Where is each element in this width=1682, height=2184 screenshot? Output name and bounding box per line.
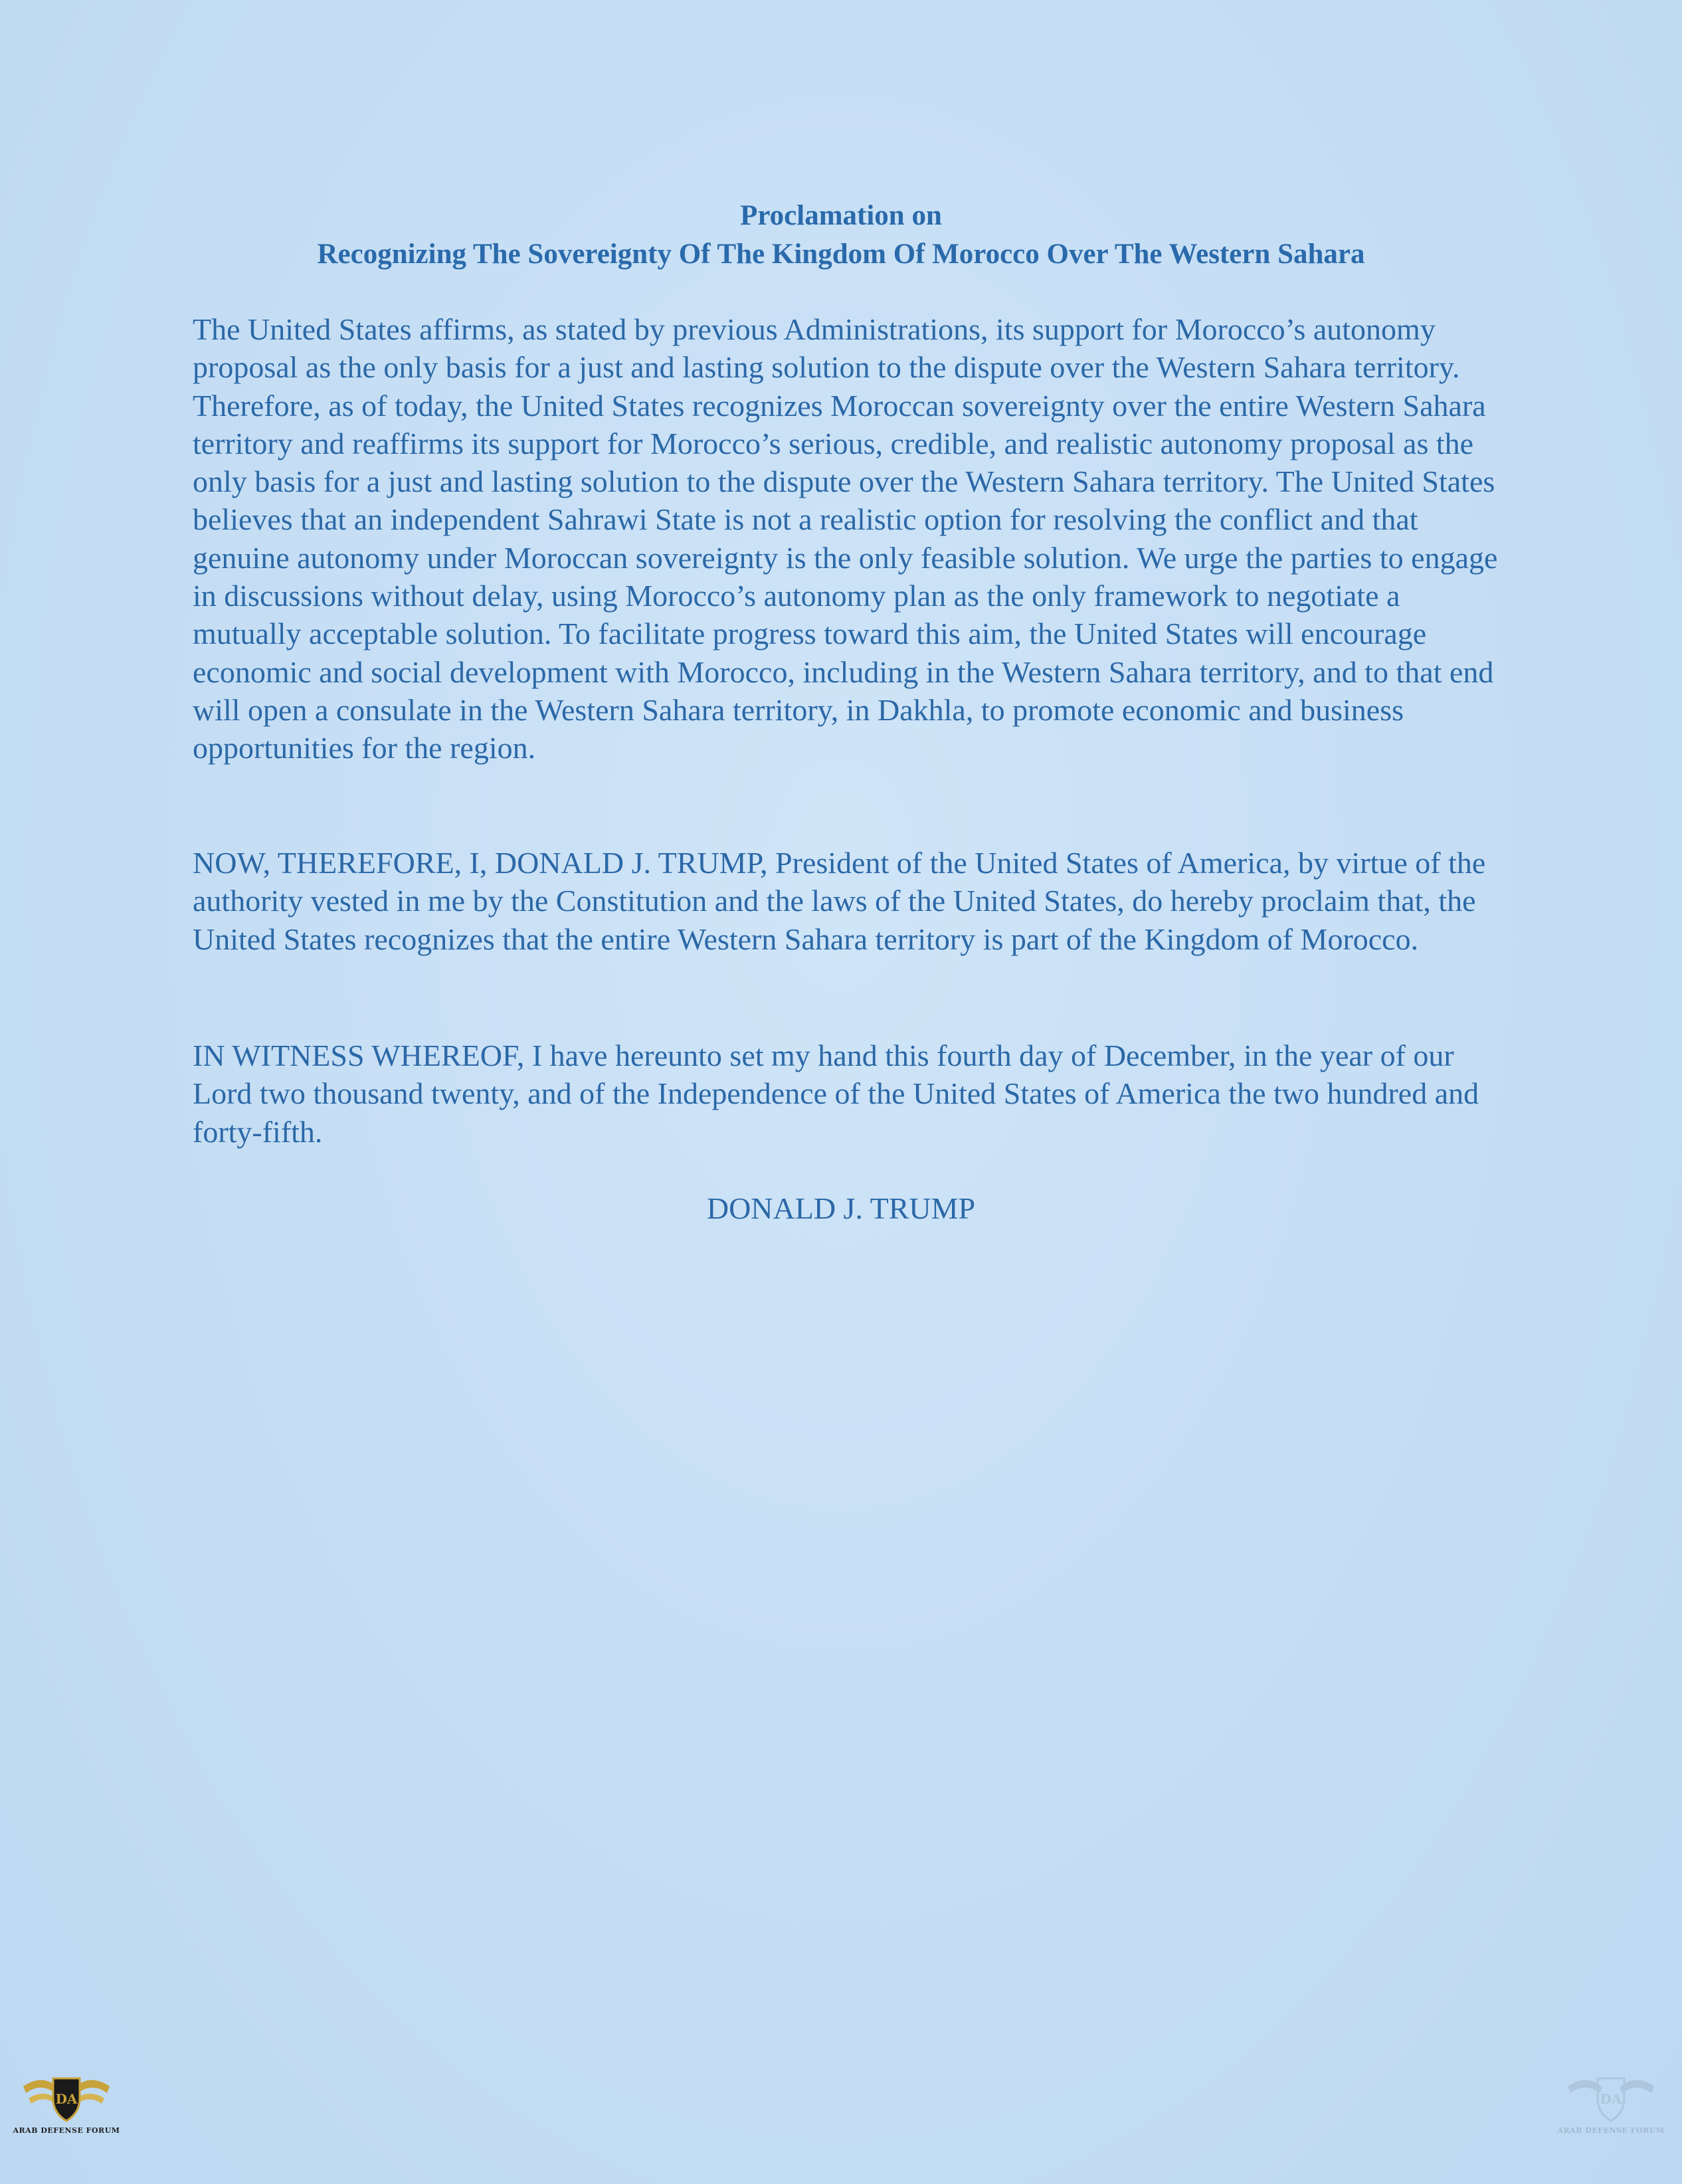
shield-emblem-icon	[1561, 2066, 1661, 2126]
watermark-initials: DA	[55, 2091, 78, 2107]
watermark-logo-right	[1551, 2066, 1671, 2179]
watermark-name: ARAB DEFENSE FORUM	[1557, 2126, 1665, 2135]
title-line-1: Proclamation on	[740, 200, 942, 231]
signature: DONALD J. TRUMP	[706, 1191, 976, 1225]
watermark-initials: DA	[1600, 2091, 1622, 2107]
paragraph-proclamation: NOW, THEREFORE, I, DONALD J. TRUMP, President of the United States of America, by virtue of the authority vested in me by the Constitution and the laws of the United States, do hereby proclaim that, the United States recognizes that the entire Western Sahara territory is part of the Kingdom of Morocco.	[193, 846, 1486, 956]
shield-emblem-icon	[17, 2066, 116, 2126]
paragraph-witness: IN WITNESS WHEREOF, I have hereunto set my hand this fourth day of December, in the year of our Lord two thousand twenty, and of the Independence of the United States of America the two hundred and forty-fifth.	[193, 1039, 1479, 1149]
watermark-logo-left	[7, 2066, 126, 2179]
watermark-name: ARAB DEFENSE FORUM	[13, 2126, 120, 2135]
document-title	[100, 197, 1582, 274]
paragraph-affirmation: The United States affirms, as stated by previous Administrations, its support for Morocco’s autonomy proposal as the only basis for a just and lasting solution to the dispute over the Western Sahara territory. Therefore, as of today, the United States recognizes Moroccan sovereignty over the entire Western Sahara territory and reaffirms its support for Morocco’s serious, credible, and realistic autonomy proposal as the only basis for a just and lasting solution to the dispute over the Western Sahara territory. The United States believes that an independent Sahrawi State is not a realistic option for resolving the conflict and that genuine autonomy under Moroccan sovereignty is the only feasible solution. We urge the parties to engage in discussions without delay, using Morocco’s autonomy plan as the only framework to negotiate a mutually acceptable solution. To facilitate progress toward this aim, the United States will encourage economic and social development with Morocco, including in the Western Sahara territory, and to that end will open a consulate in the Western Sahara territory, in Dakhla, to promote economic and business opportunities for the region.	[193, 312, 1498, 765]
title-line-2: Recognizing The Sovereignty Of The Kingdom Of Morocco Over The Western Sahara	[317, 239, 1365, 270]
